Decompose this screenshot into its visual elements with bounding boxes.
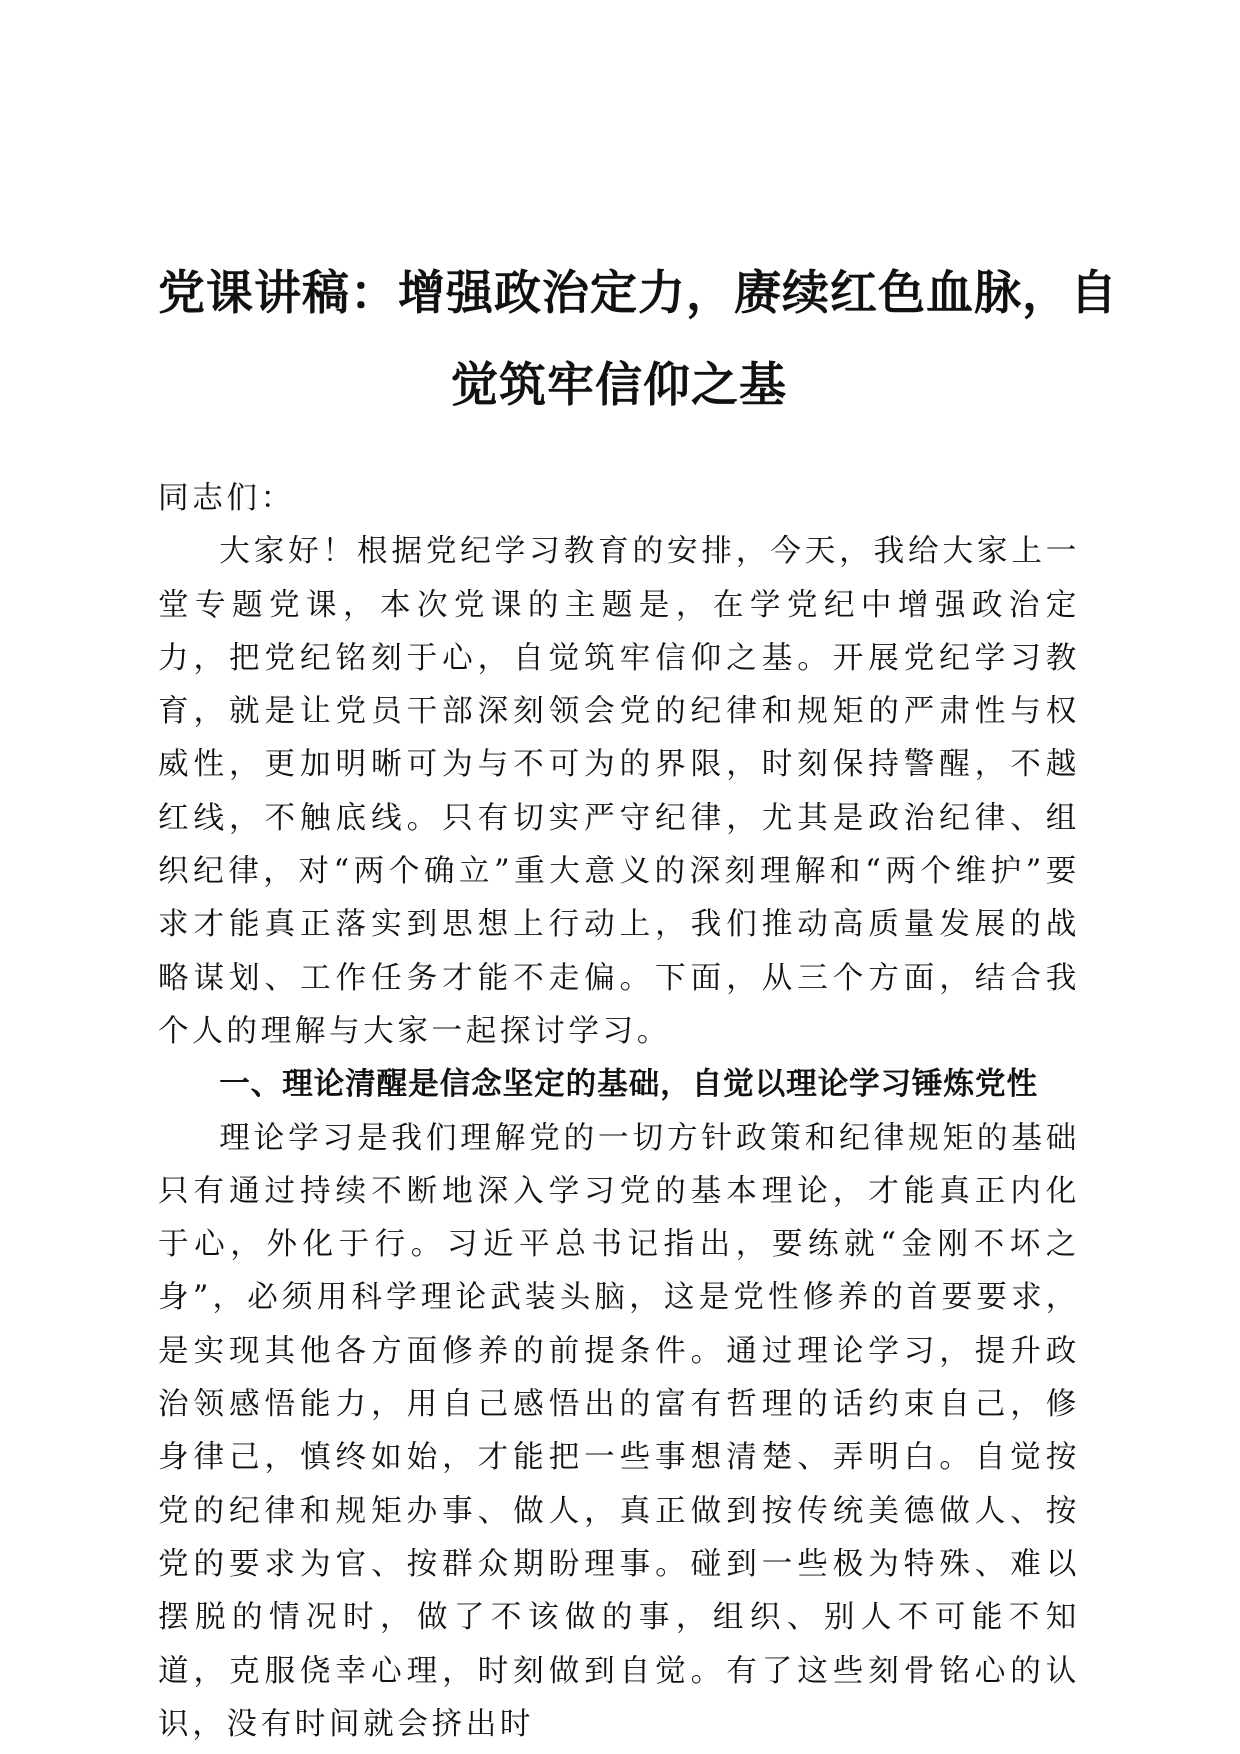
section-1-paragraph: 理论学习是我们理解党的一切方针政策和纪律规矩的基础只有通过持续不断地深入学习党的基本理论，才能真正内化于心，外化于行。习近平总书记指出，要练就“金刚不坏之身”，必须用科学理论武装头脑，这是党性修养的首要要求，是实现其他各方面修养的前提条件。通过理论学习，提升政治领感悟能力，用自己感悟出的富有哲理的话约束自己，修身律己，慎终如始，才能把一些事想清楚、弄明白。自觉按党的纪律和规矩办事、做人，真正做到按传统美德做人、按党的要求为官、按群众期盼理事。碰到一些极为特殊、难以摆脱的情况时，做了不该做的事，组织、别人不可能不知道，克服侥幸心理，时刻做到自觉。有了这些刻骨铭心的认识，没有时间就会挤出时 bbox=[158, 1120, 1080, 1742]
title-line-1: 党课讲稿：增强政治定力，赓续红色血脉，自 bbox=[158, 266, 1118, 321]
salutation: 同志们： bbox=[158, 481, 295, 516]
document-body bbox=[158, 472, 1080, 1751]
title-line-2: 觉筑牢信仰之基 bbox=[451, 358, 787, 413]
intro-paragraph: 大家好！根据党纪学习教育的安排，今天，我给大家上一堂专题党课，本次党课的主题是，在学党纪中增强政治定力，把党纪铭刻于心，自觉筑牢信仰之基。开展党纪学习教育，就是让党员干部深刻领会党的纪律和规矩的严肃性与权威性，更加明晰可为与不可为的界限，时刻保持警醒，不越红线，不触底线。只有切实严守纪律，尤其是政治纪律、组织纪律，对“两个确立”重大意义的深刻理解和“两个维护”要求才能真正落实到思想上行动上，我们推动高质量发展的战略谋划、工作任务才能不走偏。下面，从三个方面，结合我个人的理解与大家一起探讨学习。 bbox=[158, 534, 1080, 1049]
section-1-heading: 一、理论清醒是信念坚定的基础，自觉以理论学习锤炼党性 bbox=[219, 1067, 1039, 1103]
document-page bbox=[158, 0, 1118, 1751]
document-title bbox=[158, 248, 1118, 432]
